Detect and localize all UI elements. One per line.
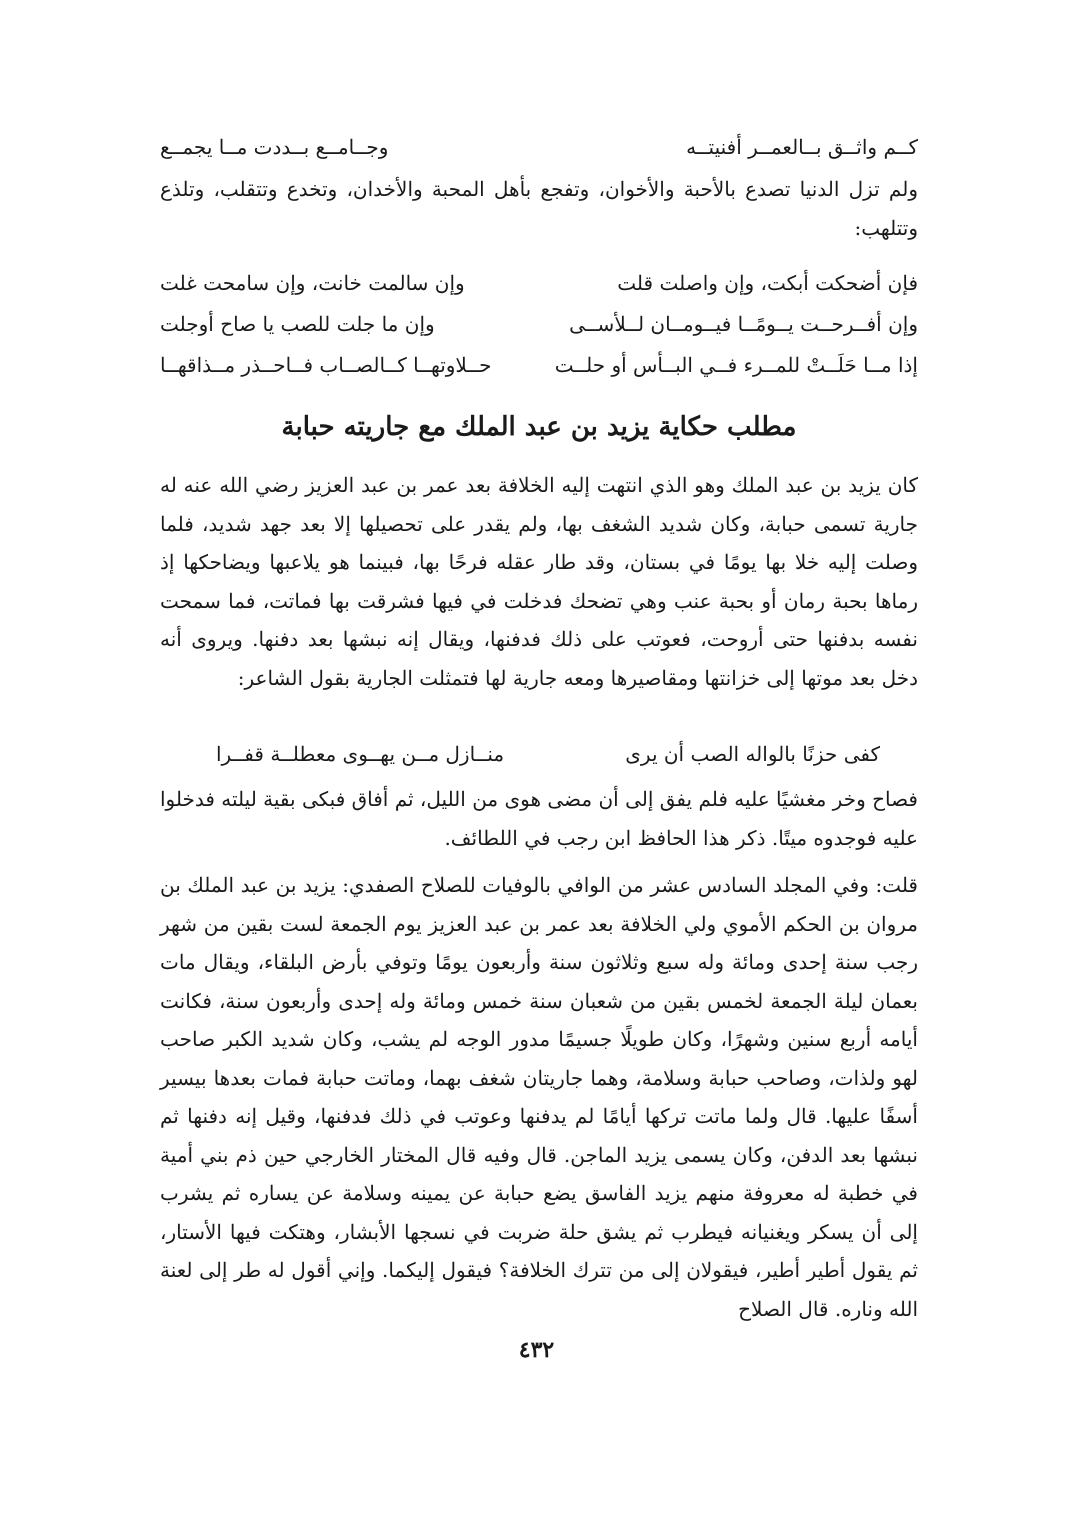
section-heading: مطلب حكاية يزيد بن عبد الملك مع جاريته حبابة — [281, 412, 797, 442]
paragraph-text: قلت: وفي المجلد السادس عشر من الوافي بالوفيات للصلاح الصفدي: يزيد بن عبد الملك بن مروان بن الحكم الأموي ولي الخلافة بعد عمر بن عبد العزيز يوم الجمعة لست بقين من شهر رجب سنة إحدى ومائة وله سبع وثلاثون سنة وأربعون يومًا وتوفي بأرض البلقاء، ويقال مات بعمان ليلة الجمعة لخمس بقين من شعبان سنة خمس ومائة وله إحدى وأربعون سنة، فكانت أيامه أربع سنين وشهرًا، وكان طويلًا جسيمًا مدور الوجه لم يشب، وكان شديد الكبر صاحب لهو ولذات، وصاحب حبابة وسلامة، وهما جاريتان شغف بهما، وماتت حبابة فمات بعدها بيسير أسفًا عليها. قال ولما ماتت تركها أيامًا لم يدفنها وعوتب في ذلك فدفنها، وقيل إنه دفنها ثم نبشها بعد الدفن، وكان يسمى يزيد الماجن. قال وفيه قال المختار الخارجي حين ذم بني أمية في خطبة له معروفة منهم يزيد الفاسق يضع حبابة عن يمينه وسلامة عن يساره ثم يشرب إلى أن يسكر ويغنيانه فيطرب ثم يشق حلة ضربت في نسجها الأبشار، وهتكت فيها الأستار، ثم يقول أطير أطير، فيقولان إلى من تترك الخلافة؟ فيقول إليكما. وإني أقول له طر إلى لعنة الله وناره. قال الصلاح — [160, 873, 918, 1321]
verse-second-hemistich: وجــامــع بــددت مــا يجمــع — [160, 135, 389, 159]
paragraph-biography — [160, 866, 918, 1328]
verse-second-hemistich: حــلاوتهــا كــالصــاب فــاحــذر مــذاقهــا — [160, 353, 492, 377]
verse-first-hemistich: فإن أضحكت أبكت، وإن واصلت قلت — [617, 271, 918, 295]
poem-verse — [160, 305, 918, 343]
paragraph-story — [160, 466, 918, 697]
verse-first-hemistich: إذا مــا حَلَــتْ للمــرء فــي البــأس أو حلــت — [554, 353, 918, 377]
poem-verse — [160, 735, 918, 773]
verse-first-hemistich: وإن أفــرحــت يــومًــا فيــومــان لــلأســى — [569, 312, 918, 336]
verse-first-hemistich: كفى حزنًا بالواله الصب أن يرى — [625, 742, 880, 766]
paragraph-world-changes — [160, 170, 918, 247]
paragraph-text: فصاح وخر مغشيًا عليه فلم يفق إلى أن مضى هوى من الليل، ثم أفاق فبكى بقية ليلته فدخلوا عليه فوجدوه ميتًا. ذكر هذا الحافظ ابن رجب في اللطائف. — [159, 787, 918, 850]
paragraph-text: ولم تزل الدنيا تصدع بالأحبة والأخوان، وتفجع بأهل المحبة والأخدان، وتخدع وتتقلب، وتلذع وتتلهب: — [160, 177, 918, 240]
poem-verse — [160, 346, 918, 384]
verse-second-hemistich: منــازل مــن يهــوى معطلــة قفــرا — [216, 742, 505, 766]
verse-second-hemistich: وإن سالمت خانت، وإن سامحت غلت — [160, 271, 465, 295]
poem-verse — [160, 128, 918, 166]
poem-verse — [160, 264, 918, 302]
verse-first-hemistich: كــم واثــق بــالعمــر أفنيتــه — [686, 135, 918, 159]
paragraph-death — [160, 780, 918, 857]
paragraph-text: كان يزيد بن عبد الملك وهو الذي انتهت إليه الخلافة بعد عمر بن عبد العزيز رضي الله عنه له جارية تسمى حبابة، وكان شديد الشغف بها، ولم يقدر على تحصيلها إلا بعد جهد شديد، فلما وصلت إليه خلا بها يومًا في بستان، وقد طار عقله فرحًا بها، فبينما هو يلاعبها ويضاحكها إذ رماها بحبة رمان أو بحبة عنب وهي تضحك فدخلت في فيها فشرقت بها فماتت، فما سمحت نفسه بدفنها حتى أروحت، فعوتب على ذلك فدفنها، ويقال إنه نبشها بعد دفنها. ويروى أنه دخل بعد موتها إلى خزانتها ومقاصيرها ومعه جارية لها فتمثلت الجارية بقول الشاعر: — [160, 473, 918, 690]
page-number: ٤٣٢ — [518, 1337, 555, 1363]
verse-second-hemistich: وإن ما جلت للصب يا صاح أوجلت — [160, 312, 435, 336]
